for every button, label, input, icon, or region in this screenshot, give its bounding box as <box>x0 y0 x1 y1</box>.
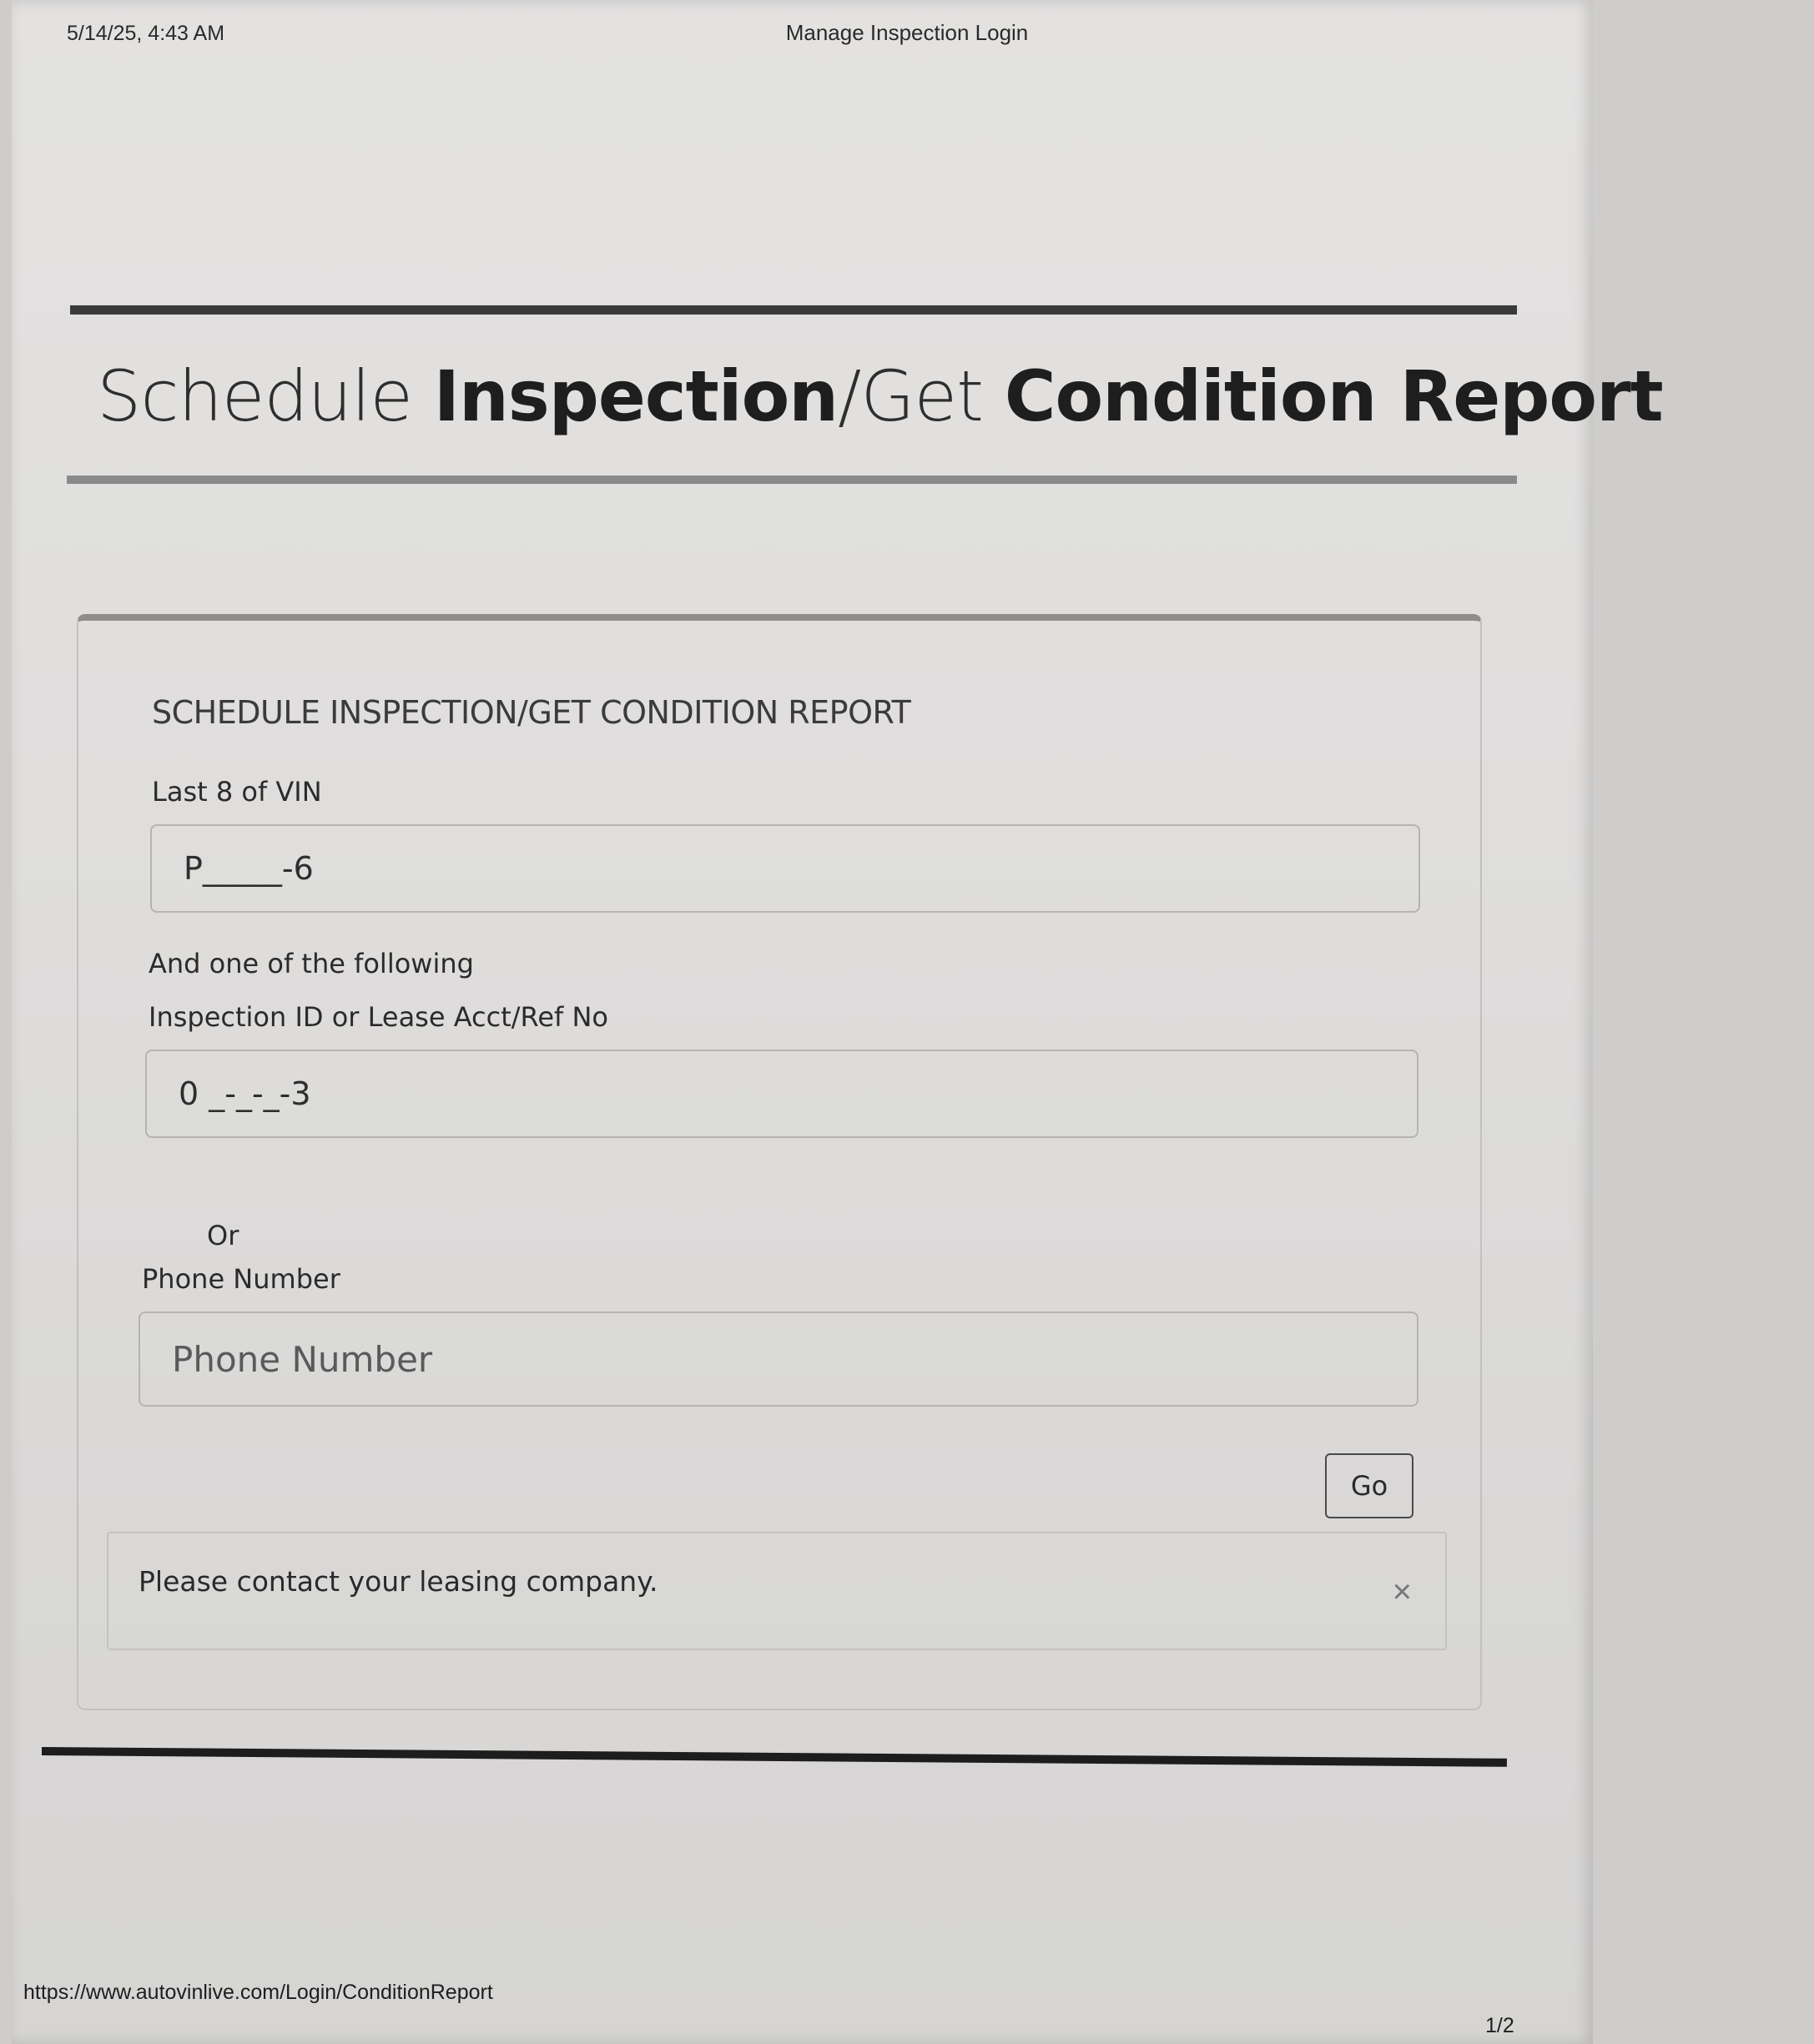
print-page-number: 1/2 <box>1485 2014 1514 2037</box>
inspection-id-input[interactable] <box>145 1050 1418 1138</box>
page-title-part: Schedule <box>97 355 434 437</box>
vin-label: Last 8 of VIN <box>152 776 322 808</box>
page-title-part: Condition Report <box>1004 355 1663 437</box>
inspection-id-label: Inspection ID or Lease Acct/Ref No <box>149 1001 608 1033</box>
error-alert <box>107 1532 1447 1650</box>
page-title <box>97 355 1663 437</box>
go-button[interactable]: Go <box>1325 1453 1413 1518</box>
title-divider <box>67 476 1517 484</box>
page-title-part: /Get <box>838 355 1005 437</box>
and-one-of-label: And one of the following <box>149 948 474 979</box>
top-divider <box>70 305 1517 315</box>
vin-input[interactable] <box>150 824 1420 913</box>
form-heading: SCHEDULE INSPECTION/GET CONDITION REPORT <box>152 694 911 731</box>
print-footer-url: https://www.autovinlive.com/Login/ConditionReport <box>23 1981 493 2004</box>
phone-input-placeholder: Phone Number <box>172 1338 433 1380</box>
phone-input[interactable] <box>139 1311 1418 1407</box>
login-form-panel <box>77 614 1482 1710</box>
print-header-title: Manage Inspection Login <box>785 20 1029 45</box>
alert-message: Please contact your leasing company. <box>139 1565 658 1598</box>
vin-input-value: P_____-6 <box>184 850 314 887</box>
close-icon[interactable]: × <box>1392 1573 1412 1610</box>
print-datetime: 5/14/25, 4:43 AM <box>67 22 225 45</box>
page-title-part: Inspection <box>433 355 839 437</box>
phone-label: Phone Number <box>142 1263 340 1295</box>
inspection-id-value: 0 _-_-_-3 <box>179 1075 311 1112</box>
or-label: Or <box>207 1220 239 1251</box>
